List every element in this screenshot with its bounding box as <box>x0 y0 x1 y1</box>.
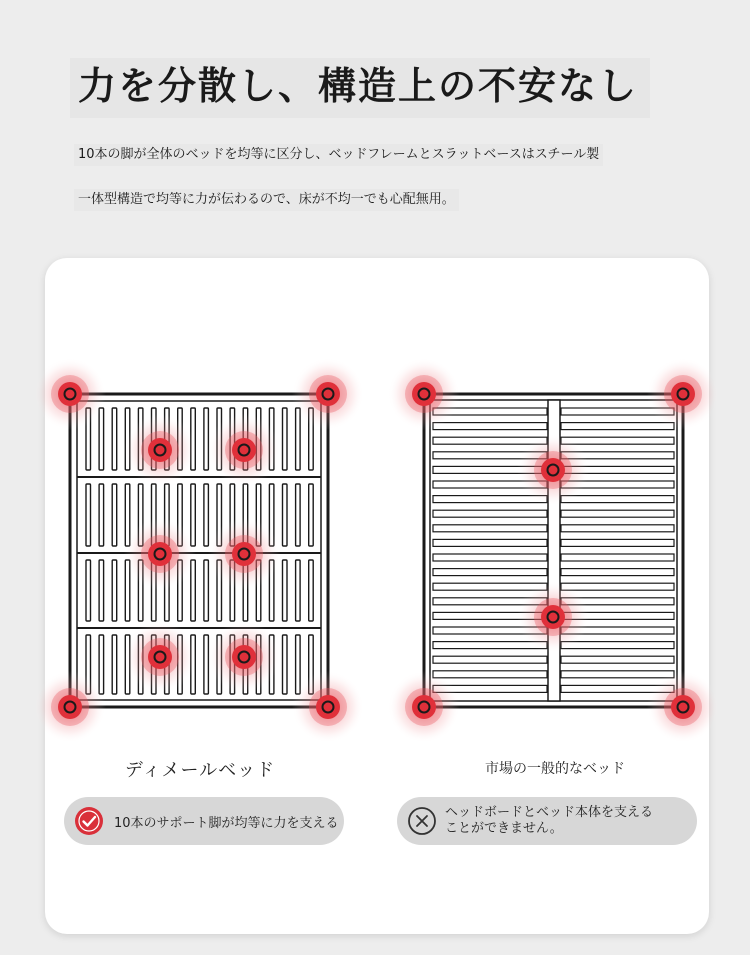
description-line-2: 一体型構造で均等に力が伝わるので、床が不均一でも心配無用。 <box>74 189 459 211</box>
common-bed-caption: 市場の一般的なベッド <box>485 761 625 777</box>
page-title: 力を分散し、構造上の不安なし <box>70 58 650 118</box>
common-badge <box>397 797 697 845</box>
dimeru-bed-caption: ディメールベッド <box>124 760 276 781</box>
common-badge-text-line2: ことができません。 <box>445 821 563 836</box>
common-badge-text-line1: ヘッドボードとベッド本体を支える <box>445 805 654 820</box>
description-line-1: 10本の脚が全体のベッドを均等に区分し、ベッドフレームとスラットベースはスチール製 <box>74 144 603 166</box>
cross-icon <box>407 806 437 836</box>
dimeru-badge <box>64 797 344 845</box>
check-icon <box>74 806 104 836</box>
dimeru-badge-text: 10本のサポート脚が均等に力を支える <box>114 816 339 831</box>
common-badge-text <box>445 805 653 837</box>
